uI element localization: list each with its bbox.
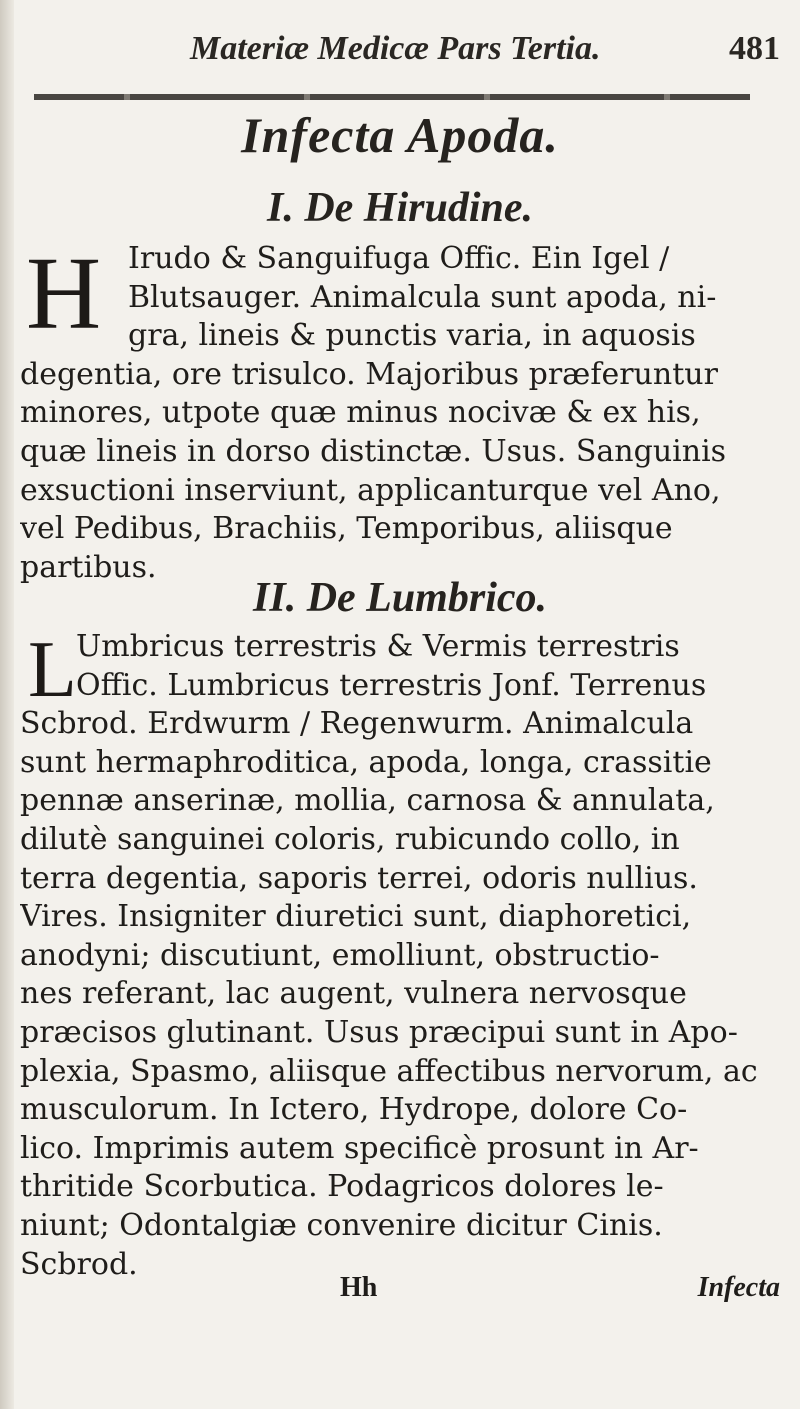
text-line: præcisos glutinant. Usus præcipui sunt in Apo- — [20, 1014, 738, 1050]
signature-mark: Hh — [340, 1272, 378, 1303]
text-line: Scbrod. Erdwurm / Regenwurm. Animalcula — [20, 706, 694, 742]
text-line: Umbricus terrestris & Vermis terrestris — [76, 629, 680, 664]
text-line: vel Pedibus, Brachiis, Temporibus, aliisque — [20, 511, 673, 547]
text-line: degentia, ore trisulco. Majoribus præferuntur — [20, 356, 718, 392]
text-line: terra degentia, saporis terrei, odoris nullius. — [20, 860, 698, 896]
text-line: anodyni; discutiunt, emolliunt, obstructio- — [20, 937, 660, 973]
text-line: quæ lineis in dorso distinctæ. Usus. Sanguinis — [20, 433, 727, 469]
text-line: exsuctioni inserviunt, applicanturque vel Ano, — [20, 472, 721, 508]
header-rule — [34, 94, 750, 100]
entry-paragraph-lumbricus — [20, 628, 780, 1284]
text-line: Scbrod. — [20, 1246, 138, 1282]
text-line: Blutsauger. Animalcula sunt apoda, ni- — [128, 279, 717, 315]
entry-heading-lumbricus: II. De Lumbrico. — [253, 575, 547, 621]
section-title: Infecta Apoda. — [241, 107, 559, 163]
text-line: thritide Scorbutica. Podagricos dolores le- — [20, 1169, 664, 1205]
text-line: partibus. — [20, 549, 157, 585]
text-line: lico. Imprimis autem specificè prosunt in Ar- — [20, 1130, 699, 1166]
entry-paragraph-hirudo — [20, 236, 780, 587]
drop-cap: H — [26, 236, 102, 351]
text-line: niunt; Odontalgiæ convenire dicitur Cinis. — [20, 1207, 663, 1243]
text-line: Vires. Insigniter diuretici sunt, diaphoretici, — [20, 899, 692, 935]
drop-cap: L — [28, 626, 77, 714]
text-line: minores, utpote quæ minus nocivæ & ex his, — [20, 395, 701, 431]
running-head — [190, 26, 780, 76]
text-line: pennæ anserinæ, mollia, carnosa & annulata, — [20, 783, 715, 819]
text-line: musculorum. In Ictero, Hydrope, dolore Co- — [20, 1092, 688, 1128]
text-line: Irudo & Sanguifuga Offic. Ein Igel / — [128, 241, 670, 276]
text-line: sunt hermaphroditica, apoda, longa, crassitie — [20, 744, 712, 780]
text-line: dilutè sanguinei coloris, rubicundo collo, in — [20, 821, 680, 857]
running-head-title: Materiæ Medicæ Pars Tertia. — [190, 30, 601, 67]
catchword: Infecta — [697, 1272, 780, 1303]
text-line: gra, lineis & punctis varia, in aquosis — [128, 318, 696, 354]
page-footer — [0, 1268, 800, 1318]
text-line: nes referant, lac augent, vulnera nervosque — [20, 976, 687, 1012]
entry-heading-hirudo: I. De Hirudine. — [266, 185, 534, 231]
text-line: plexia, Spasmo, aliisque affectibus nervorum, ac — [20, 1053, 758, 1089]
page-number: 481 — [729, 30, 780, 67]
text-line: Offic. Lumbricus terrestris Jonf. Terrenus — [76, 667, 707, 703]
